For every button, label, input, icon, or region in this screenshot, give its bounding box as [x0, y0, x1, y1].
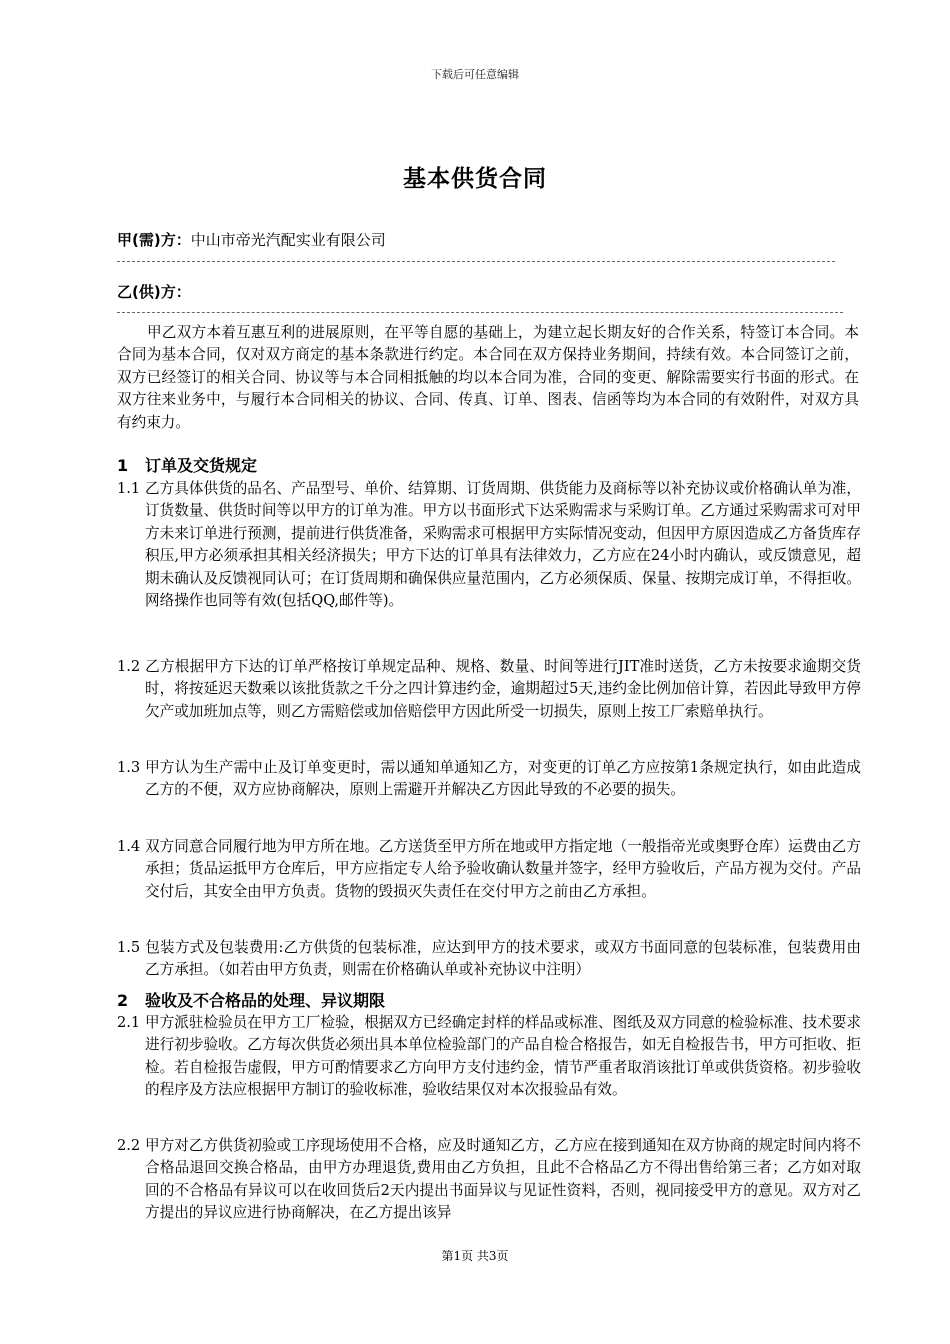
party-b-rule	[117, 312, 843, 313]
clause-1-5	[117, 937, 861, 982]
clause-text: 乙方具体供货的品名、产品型号、单价、结算期、订货周期、供货能力及商标等以补充协议或价格确认单为准，订货数量、供货时间等以甲方的订单为准。甲方以书面形式下达采购需求与采购订单。乙方通过采购需求可对甲方未来订单进行预测，提前进行供货准备，采购需求可根据甲方实际情况变动，但因甲方原因造成乙方备货库存积压,甲方必须承担其相关经济损失；甲方下达的订单具有法律效力，乙方应在24小时内确认，或反馈意见，超期未确认及反馈视同认可；在订货周期和确保供应量范围内，乙方必须保质、保量、按期完成订单，不得拒收。网络操作也同等有效(包括QQ,邮件等)。	[145, 480, 861, 610]
section-2-number: 2	[117, 991, 129, 1010]
party-a	[117, 229, 386, 250]
contract-title: 基本供货合同	[403, 166, 547, 192]
clause-1-3	[117, 757, 861, 802]
clause-number: 2.2	[117, 1137, 141, 1154]
page-footer: 第1页 共3页	[441, 1249, 509, 1263]
section-1-title: 订单及交货规定	[145, 456, 258, 475]
header-note: 下载后可任意编辑	[431, 68, 519, 81]
clause-number: 2.1	[117, 1014, 141, 1031]
clause-number: 1.3	[117, 759, 141, 776]
section-2-heading	[117, 988, 385, 1011]
clause-text: 甲方派驻检验员在甲方工厂检验，根据双方已经确定封样的样品或标准、图纸及双方同意的检验标准、技术要求进行初步验收。乙方每次供货必须出具本单位检验部门的产品自检合格报告，如无自检报告书，甲方可拒收、拒检。若自检报告虚假，甲方可酌情要求乙方向甲方支付违约金，情节严重者取消该批订单或供货资格。初步验收的程序及方法应根据甲方制订的验收标准，验收结果仅对本次报验品有效。	[145, 1014, 861, 1099]
section-1-number: 1	[117, 456, 129, 475]
clause-number: 1.4	[117, 838, 141, 855]
clause-2-2	[117, 1135, 861, 1235]
section-2-title: 验收及不合格品的处理、异议期限	[145, 991, 386, 1010]
clause-text: 双方同意合同履行地为甲方所在地。乙方送货至甲方所在地或甲方指定地（一般指帝光或奥野仓库）运费由乙方承担；货品运抵甲方仓库后，甲方应指定专人给予验收确认数量并签字，经甲方验收后，产品方视为交付。产品交付后，其安全由甲方负责。货物的毁损灭失责任在交付甲方之前由乙方承担。	[145, 838, 861, 900]
section-1-heading	[117, 453, 257, 476]
party-b	[117, 281, 191, 302]
clause-1-4	[117, 836, 861, 903]
clause-number: 1.2	[117, 658, 141, 675]
clause-number: 1.1	[117, 480, 141, 497]
intro-paragraph: 甲乙双方本着互惠互利的进展原则，在平等自愿的基础上，为建立起长期友好的合作关系，特签订本合同。本合同为基本合同，仅对双方商定的基本条款进行约定。本合同在双方保持业务期间，持续有效。本合同签订之前，双方已经签订的相关合同、协议等与本合同相抵触的均以本合同为准，合同的变更、解除需要实行书面的形式。在双方往来业务中，与履行本合同相关的协议、合同、传真、订单、图表、信函等均为本合同的有效附件，对双方具有约束力。	[117, 324, 859, 431]
clause-2-1	[117, 1012, 861, 1102]
clause-text: 甲方认为生产需中止及订单变更时，需以通知单通知乙方，对变更的订单乙方应按第1条规定执行，如由此造成乙方的不便，双方应协商解决，原则上需避开并解决乙方因此导致的不必要的损失。	[145, 759, 861, 799]
clause-1-2	[117, 656, 861, 723]
party-a-value: 中山市帝光汽配实业有限公司	[190, 231, 386, 249]
party-b-label: 乙(供)方：	[117, 283, 191, 301]
clause-number: 1.5	[117, 939, 141, 956]
clause-text: 甲方对乙方供货初验或工序现场使用不合格，应及时通知乙方，乙方应在接到通知在双方协商的规定时间内将不合格品退回交换合格品，由甲方办理退货,费用由乙方负担，且此不合格品乙方不得出售给第三者；乙方如对取回的不合格品有异议可以在收回货后2天内提出书面异议与见证性资料，否则，视同接受甲方的意见。双方对乙方提出的异议应进行协商解决，在乙方提出该异	[145, 1137, 861, 1222]
clause-text: 乙方根据甲方下达的订单严格按订单规定品种、规格、数量、时间等进行JIT准时送货，乙方未按要求逾期交货时，将按延迟天数乘以该批货款之千分之四计算违约金，逾期超过5天,违约金比例加倍计算，若因此导致甲方停欠产或加班加点等，则乙方需赔偿或加倍赔偿甲方因此所受一切损失，原则上按工厂索赔单执行。	[145, 658, 861, 720]
party-a-rule	[117, 261, 835, 262]
party-a-label: 甲(需)方：	[117, 231, 191, 249]
clause-text: 包装方式及包装费用:乙方供货的包装标准，应达到甲方的技术要求，或双方书面同意的包装标准，包装费用由乙方承担。（如若由甲方负责，则需在价格确认单或补充协议中注明）	[145, 939, 861, 979]
clause-1-1	[117, 478, 861, 612]
